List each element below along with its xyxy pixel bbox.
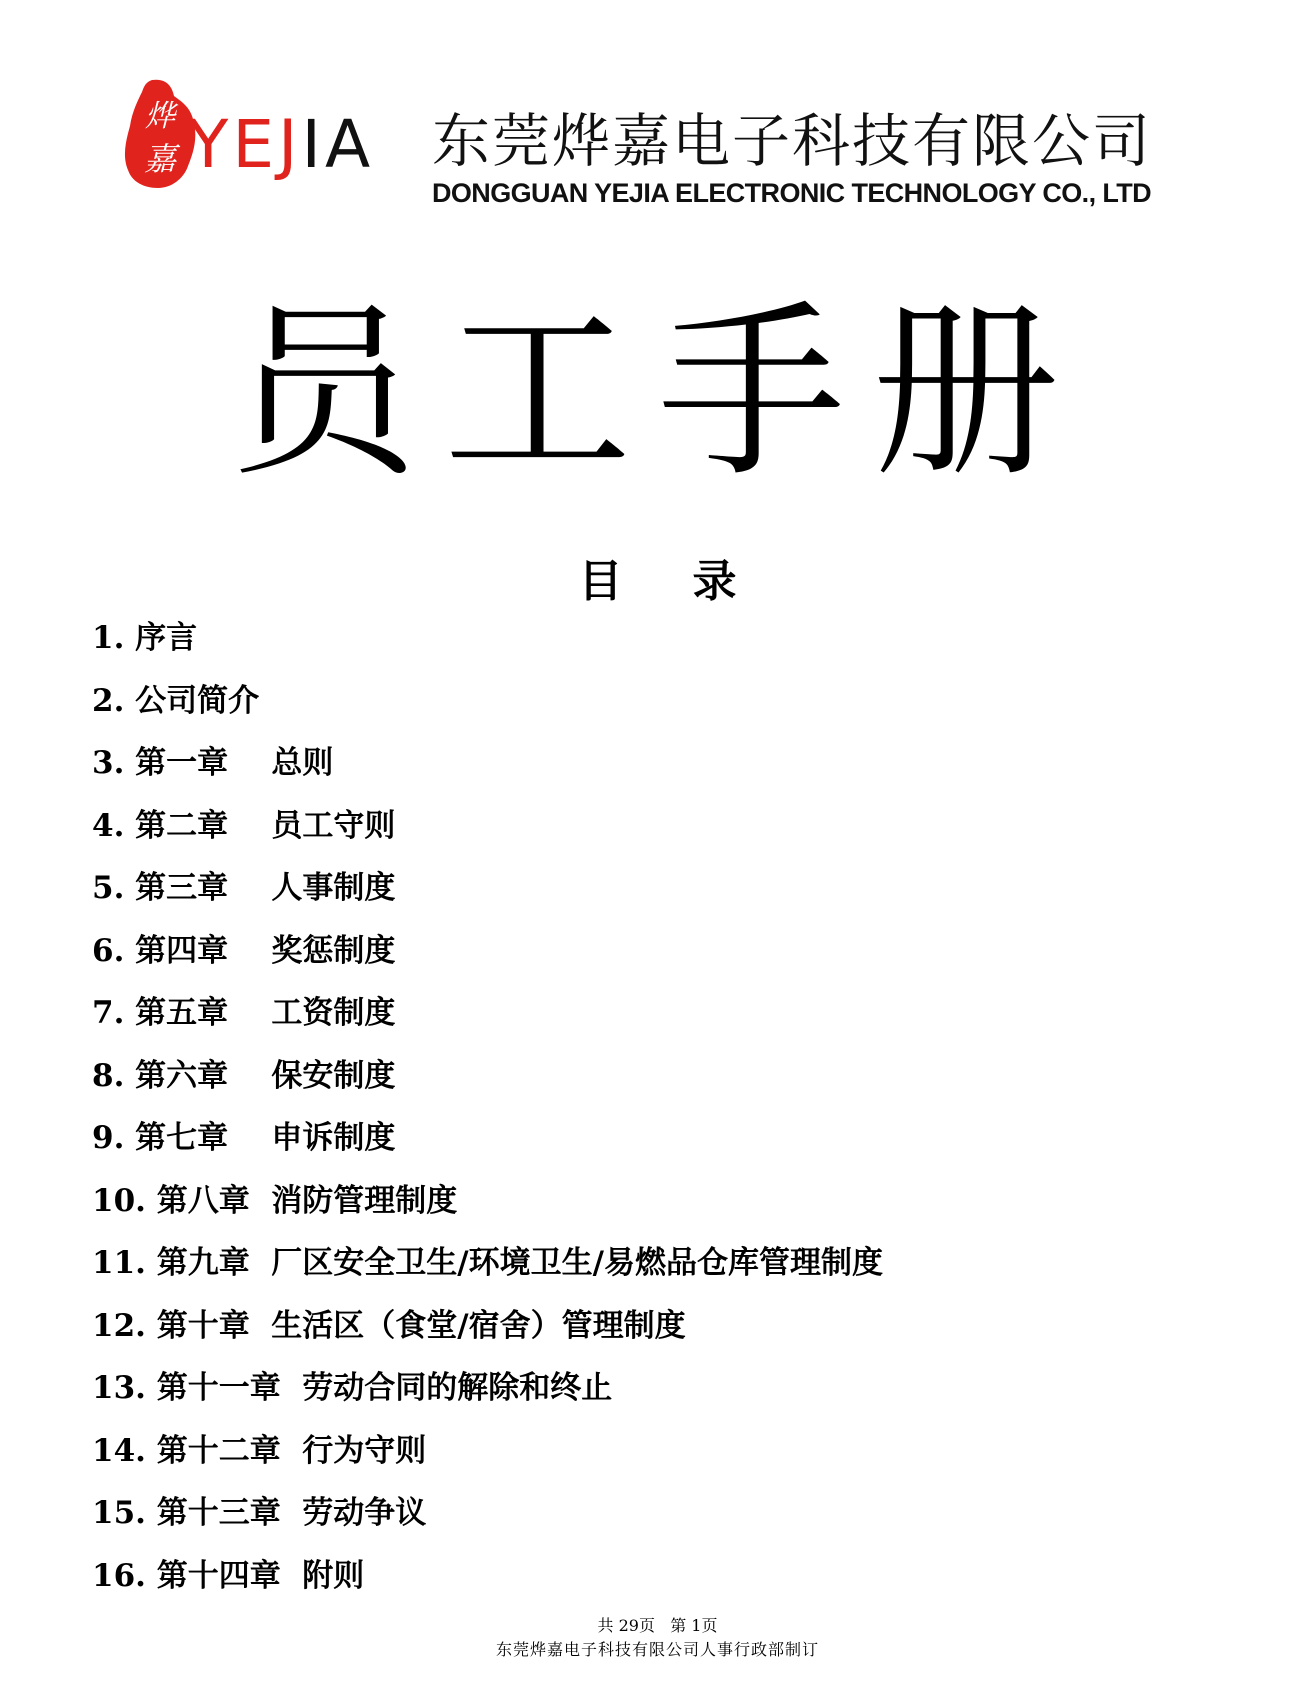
company-name-chinese: 东莞烨嘉电子科技有限公司 [432, 107, 1153, 175]
toc-item: 4. 第二章 员工守则 [92, 807, 396, 844]
footer-department: 东莞烨嘉电子科技有限公司人事行政部制订 [495, 1640, 819, 1659]
logo-word-ye: YE [188, 106, 279, 183]
company-logo-seal [122, 78, 198, 190]
toc-item: 14. 第十二章 行为守则 [92, 1432, 427, 1469]
document-title: 员工手册 [229, 284, 1086, 503]
toc-item: 11. 第九章 厂区安全卫生/环境卫生/易燃品仓库管理制度 [92, 1245, 883, 1281]
company-name-english: DONGGUAN YEJIA ELECTRONIC TECHNOLOGY CO., LTD [432, 178, 1152, 208]
toc-heading: 目录 [578, 556, 807, 607]
toc-item: 6. 第四章 奖惩制度 [92, 932, 396, 969]
toc-item: 16. 第十四章 附则 [92, 1557, 365, 1594]
footer-page-info: 共 29页 第 1页 [597, 1616, 718, 1635]
toc-item: 13. 第十一章 劳动合同的解除和终止 [92, 1370, 613, 1406]
table-of-contents [92, 622, 883, 1622]
toc-item: 2. 公司简介 [92, 682, 260, 719]
toc-item: 1. 序言 [92, 620, 198, 656]
toc-item: 3. 第一章 总则 [92, 745, 334, 781]
logo-wordmark [188, 106, 375, 183]
toc-item: 9. 第七章 申诉制度 [92, 1120, 396, 1156]
toc-item: 12. 第十章 生活区（食堂/宿舍）管理制度 [92, 1307, 686, 1344]
toc-item: 8. 第六章 保安制度 [92, 1057, 396, 1094]
toc-item: 7. 第五章 工资制度 [92, 995, 396, 1031]
logo-word-j: J [278, 106, 302, 183]
toc-item: 10. 第八章 消防管理制度 [92, 1182, 458, 1219]
seal-char-2: 嘉 [143, 140, 177, 178]
toc-item: 5. 第三章 人事制度 [92, 870, 396, 906]
toc-item: 15. 第十三章 劳动争议 [92, 1495, 427, 1531]
seal-char-1: 烨 [145, 99, 175, 134]
logo-word-ia: IA [301, 106, 375, 183]
